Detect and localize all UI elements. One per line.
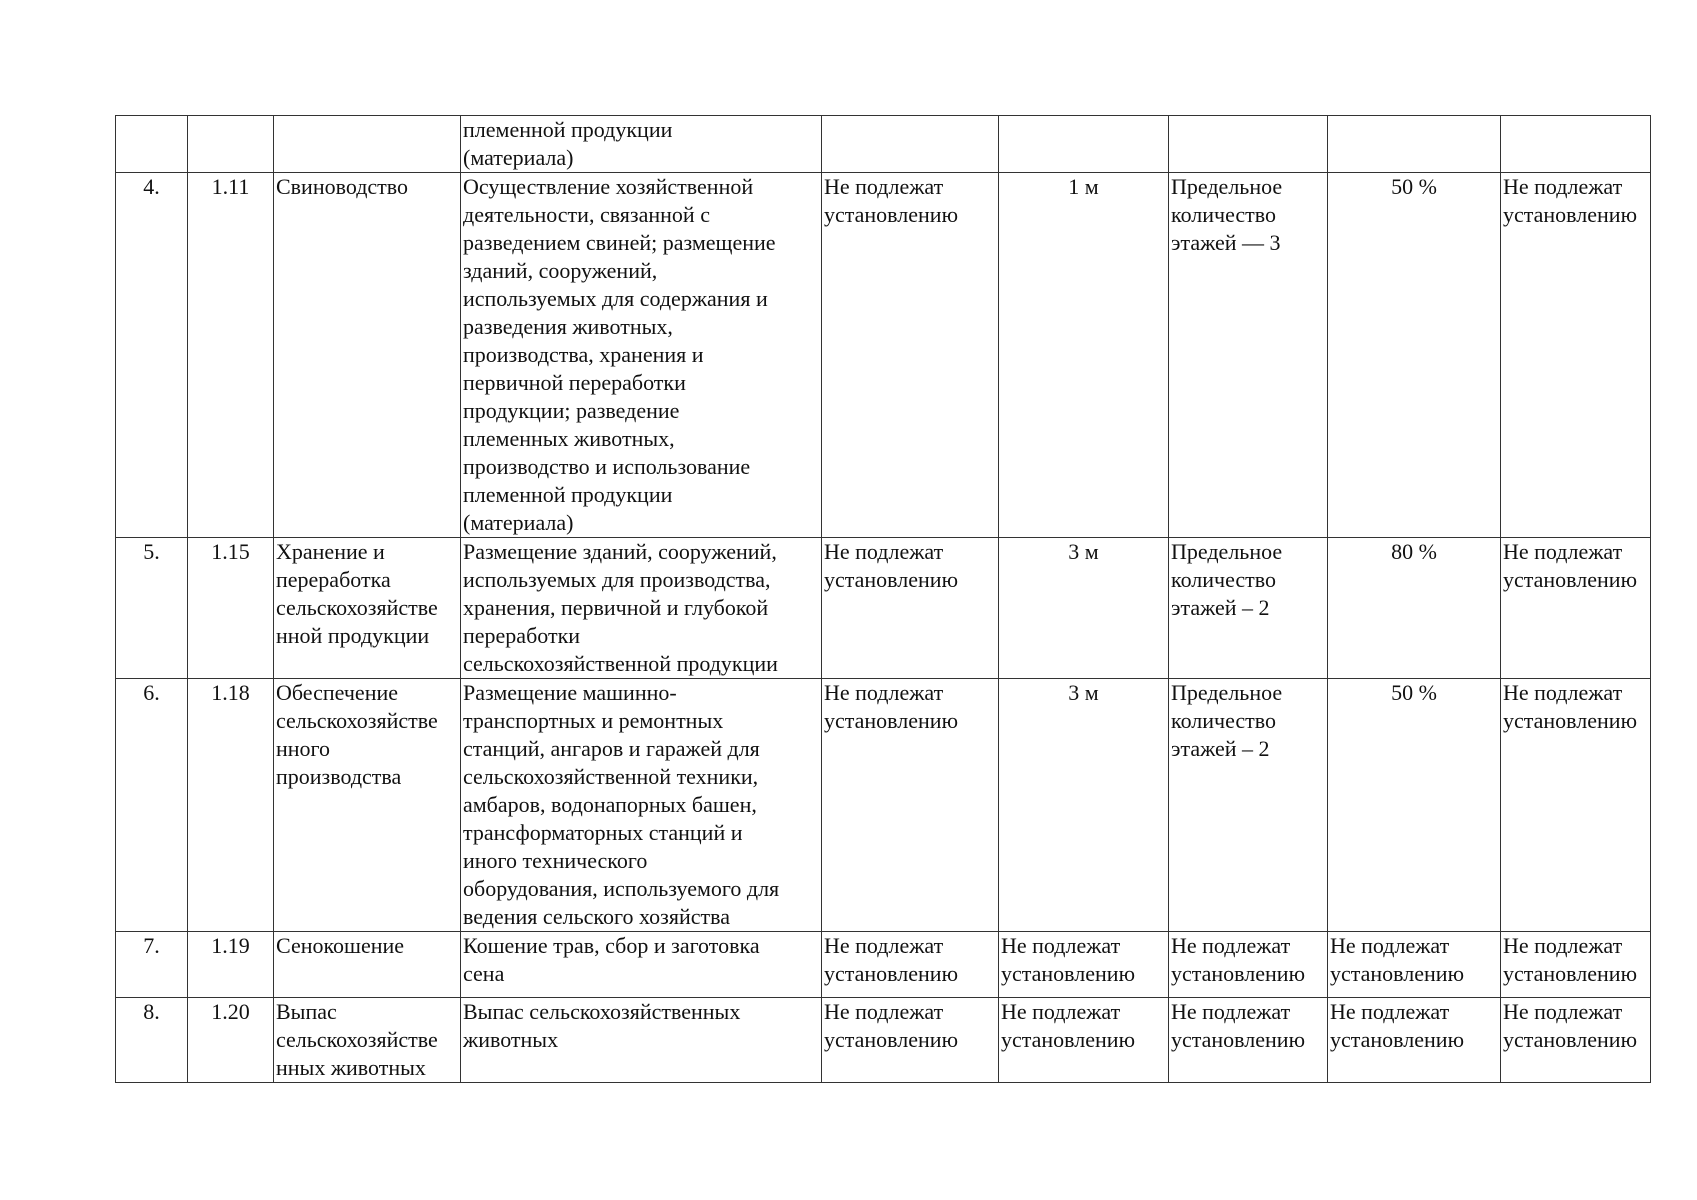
table-row <box>116 998 1651 1083</box>
row-coverage: 80 % <box>1328 538 1501 679</box>
row-coverage: Не подлежат установлению <box>1328 932 1501 998</box>
row-number <box>116 116 188 173</box>
row-min-size: Не подлежат установлению <box>822 998 999 1083</box>
table-row <box>116 116 1651 173</box>
row-height: Предельное количество этажей – 2 <box>1169 538 1328 679</box>
row-description: Кошение трав, сбор и заготовка сена <box>461 932 822 998</box>
row-code <box>188 116 274 173</box>
row-min-size: Не подлежат установлению <box>822 538 999 679</box>
row-number: 5. <box>116 538 188 679</box>
row-coverage <box>1328 116 1501 173</box>
row-number: 8. <box>116 998 188 1083</box>
row-name: Свиноводство <box>274 173 461 538</box>
row-code: 1.11 <box>188 173 274 538</box>
row-coverage: Не подлежат установлению <box>1328 998 1501 1083</box>
row-height: Предельное количество этажей — 3 <box>1169 173 1328 538</box>
row-description: Осуществление хозяйственной деятельности, связанной с разведением свиней; размещение зданий, сооружений, используемых для содержания и разведения животных, производства, хранения и первичной переработки продукции; разведение племенных животных, производство и использование племенной продукции (материала) <box>461 173 822 538</box>
row-indent <box>999 116 1169 173</box>
row-other: Не подлежат установлению <box>1501 998 1651 1083</box>
row-description: Размещение машинно- транспортных и ремонтных станций, ангаров и гаражей для сельскохозяйственной техники, амбаров, водонапорных башен, трансформаторных станций и иного технического оборудования, используемого для ведения сельского хозяйства <box>461 679 822 932</box>
row-height: Предельное количество этажей – 2 <box>1169 679 1328 932</box>
row-height <box>1169 116 1328 173</box>
row-number: 4. <box>116 173 188 538</box>
row-height: Не подлежат установлению <box>1169 998 1328 1083</box>
row-name: Выпас сельскохозяйстве нных животных <box>274 998 461 1083</box>
table-row <box>116 173 1651 538</box>
row-number: 6. <box>116 679 188 932</box>
row-indent: Не подлежат установлению <box>999 932 1169 998</box>
row-description: Размещение зданий, сооружений, используемых для производства, хранения, первичной и глубокой переработки сельскохозяйственной продукции <box>461 538 822 679</box>
table-row <box>116 679 1651 932</box>
row-min-size <box>822 116 999 173</box>
row-min-size: Не подлежат установлению <box>822 932 999 998</box>
row-description: племенной продукции (материала) <box>461 116 822 173</box>
row-height: Не подлежат установлению <box>1169 932 1328 998</box>
row-other: Не подлежат установлению <box>1501 173 1651 538</box>
row-coverage: 50 % <box>1328 679 1501 932</box>
row-indent: Не подлежат установлению <box>999 998 1169 1083</box>
row-description: Выпас сельскохозяйственных животных <box>461 998 822 1083</box>
row-name <box>274 116 461 173</box>
row-number: 7. <box>116 932 188 998</box>
row-min-size: Не подлежат установлению <box>822 679 999 932</box>
row-code: 1.19 <box>188 932 274 998</box>
row-coverage: 50 % <box>1328 173 1501 538</box>
row-other <box>1501 116 1651 173</box>
row-other: Не подлежат установлению <box>1501 932 1651 998</box>
table-row <box>116 932 1651 998</box>
row-other: Не подлежат установлению <box>1501 679 1651 932</box>
row-code: 1.15 <box>188 538 274 679</box>
row-indent: 3 м <box>999 679 1169 932</box>
table-row <box>116 538 1651 679</box>
row-name: Сенокошение <box>274 932 461 998</box>
row-code: 1.18 <box>188 679 274 932</box>
row-code: 1.20 <box>188 998 274 1083</box>
row-name: Обеспечение сельскохозяйстве нного производства <box>274 679 461 932</box>
row-other: Не подлежат установлению <box>1501 538 1651 679</box>
row-indent: 1 м <box>999 173 1169 538</box>
row-min-size: Не подлежат установлению <box>822 173 999 538</box>
row-indent: 3 м <box>999 538 1169 679</box>
land-use-table <box>115 115 1651 1083</box>
row-name: Хранение и переработка сельскохозяйстве нной продукции <box>274 538 461 679</box>
